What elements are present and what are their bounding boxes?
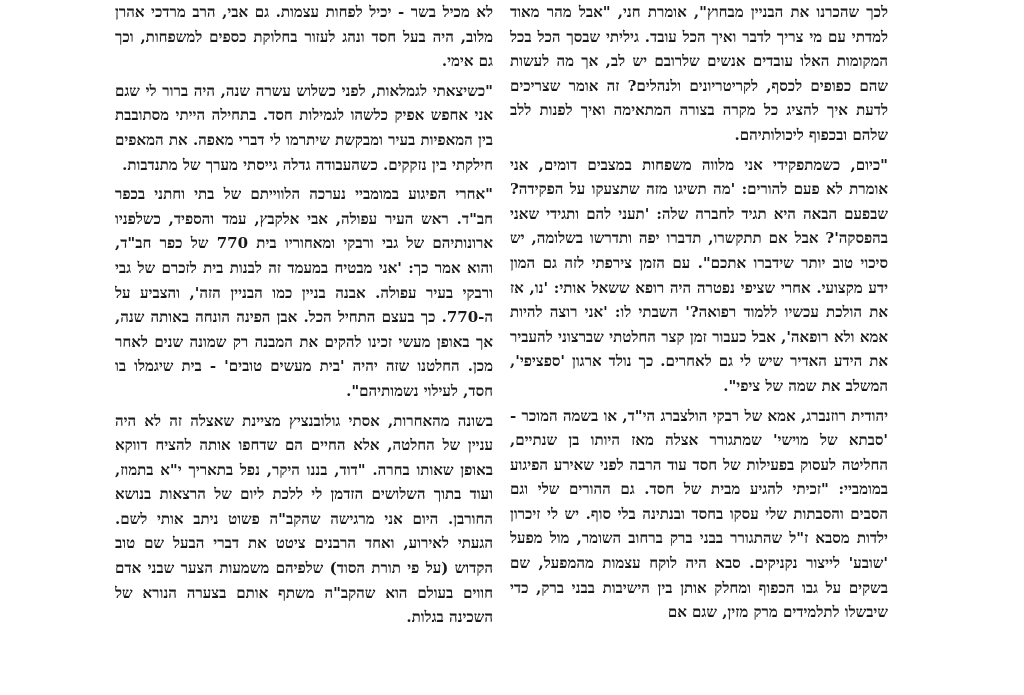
paragraph: לכך שהכרנו את הבניין מבחוץ", אומרת חני, "אבל מהר מאוד למדתי עם מי צריך לדבר ואיך הכל עובד. גיליתי שבסך הכל בכל המקומות האלו עובדים אנשים שלרובם יש לב, אך מה לעשות שהם כפופים לכסף, לקריטריונים ולנהלים? זה אומר שצריכים לדעת איך להציג כל מקרה בצורה המתאימה ואיך לפנות ללב שלהם ובכפוף ליכולותיהם. bbox=[510, 3, 888, 144]
paragraph: "כשיצאתי לגמלאות, לפני כשלוש עשרה שנה, היה ברור לי שגם אני אחפש אפיק כלשהו לגמילות חסד. בתחילה הייתי מסתובבת בין המאפיות בעיר ומבקשת שיתרמו לי דברי מאפה. את המאפים חילקתי בין נזקקים. כשהעבודה גדלה גייסתי מערך של מתנדבות. bbox=[115, 81, 493, 174]
paragraph: יהודית רוזנברג, אמא של רבקי הולצברג הי"ד, או בשמה המוכר - 'סבתא של מוישי' שמתגורר אצלה מאז היותו בן שנתיים, החליטה לעסוק בפעילות של חסד עוד הרבה לפני שאירע הפיגוע במומביי: "זכיתי להגיע מבית של חסד. גם ההורים שלי וגם הסבים והסבתות שלי עסקו בחסד ובנתינה בלי סוף. יש לי זיכרון ילדות מסבא ז"ל שהתגורר בבני ברק ברחוב השומר, מול מפעל 'שובע' לייצור נקניקים. סבא היה לוקח עצמות מהמפעל, שם בשקים על גבו הכפוף ומחלק אותן בין הישיבות בבני ברק, כדי שיבשלו לתלמידים מרק מזין, שגם אם bbox=[510, 406, 888, 622]
article-column-left bbox=[115, 0, 493, 695]
paragraph: לא מכיל בשר - יכיל לפחות עצמות. גם אבי, הרב מרדכי אהרן מלוב, היה בעל חסד ונהג לעזור בחלוקת כספים למשפחות, וכך גם אימי. bbox=[115, 3, 493, 71]
paragraph: "כיום, כשמתפקידי אני מלווה משפחות במצבים דומים, אני אומרת לא פעם להורים: 'מה תשיגו מזה שתצעקו על הפקידה? שבפעם הבאה היא תגיד לחברה שלה: 'תעני להם ותגידי שאני בהפסקה'? אבל אם תתקשרו, תדברו יפה ותדרשו בשלומה, יש סיכוי טוב יותר שידברו אתכם". עם הזמן צירפתי לזה גם המון ידע מקצועי. אחרי שציפי נפטרה היה רופא ששאל אותי: 'נו, אז את הולכת עכשיו ללמוד רפואה?' השבתי לו: 'אני רוצה להיות אמא ולא רופאה', אבל כעבור זמן קצר החלטתי שברצוני להעביר את הידע האדיר שיש לי גם לאחרים. כך נולד ארגון 'ספציפי', המשלב את שמה של ציפי". bbox=[510, 155, 888, 395]
paragraph: בשונה מהאחרות, אסתי גולובנציץ מציינת שאצלה זה לא היה עניין של החלטה, אלא החיים הם שדחפו אותה להציח דווקא באופן שאותו בחרה. "דוד, בננו היקר, נפל בתאריך י"א בתמוז, ועוד בתוך השלושים הזדמן לי ללכת ליום של הרצאות בנושא החורבן. היום אני מרגישה שהקב"ה פשוט ניתב אותי לשם. הגעתי לאירוע, ואחד הרבנים ציטט את דברי הבעל שם טוב הקדוש (על פי תורת הסוד) שלפיהם משמעות הצער שבני אדם חווים בעולם הוא שהקב"ה משתף אותם בצערה הנורא של השכינה בגלות. bbox=[115, 411, 493, 627]
paragraph: "אחרי הפיגוע במומביי נערכה הלווייתם של בתי וחתני בכפר חב"ד. ראש העיר עפולה, אבי אלקבץ, עמד והספיד, כשלפניו ארונותיהם של גבי ורבקי ומאחוריו בית 770 של כפר חב"ד, והוא אמר כך: 'אני מבטיח במעמד זה לבנות בית לזכרם של גבי ורבקי בעיר עפולה. אבנה בניין כמו הבניין הזה', והצביע על ה-770. כך בעצם התחיל הכל. אבן הפינה הונחה באותה שנה, אך באופן מעשי זכינו להקים את המבנה רק שמונה שנים לאחר מכן. החלטנו שזה יהיה 'בית מעשים טובים' - בית שיגמלו בו חסד, לעילוי נשמותיהם". bbox=[115, 185, 493, 400]
article-column-right bbox=[510, 0, 888, 695]
